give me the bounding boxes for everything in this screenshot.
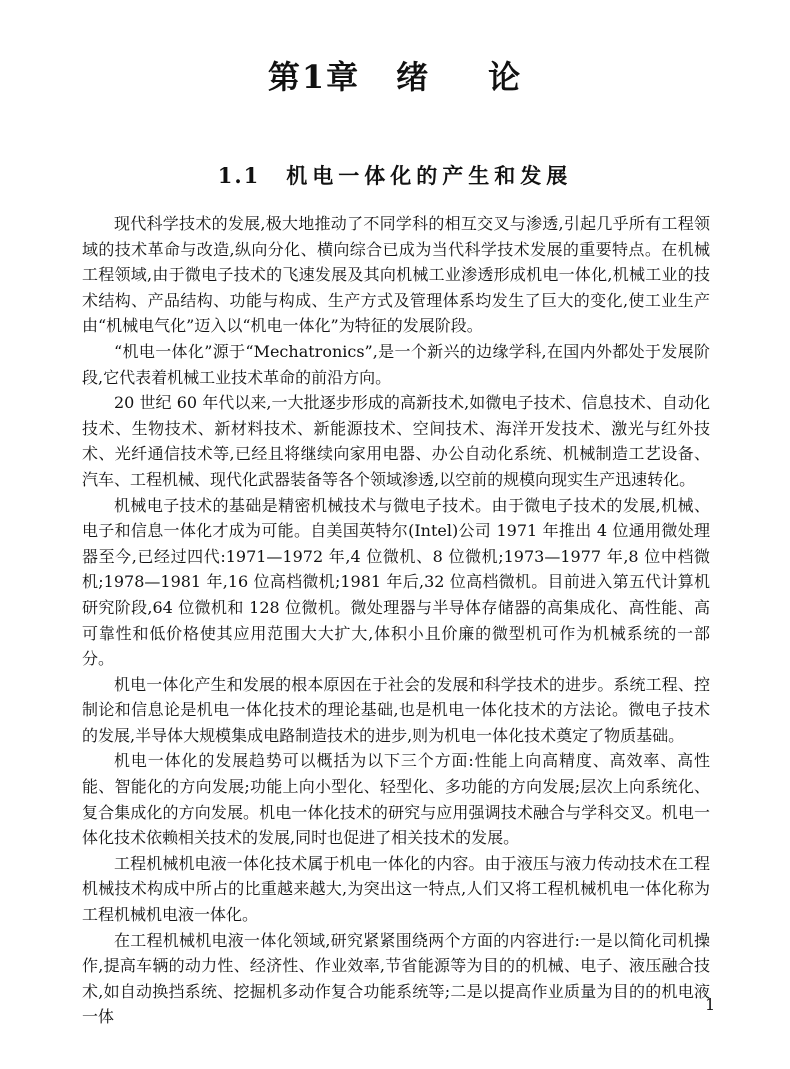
chapter-title-char-1: 绪 bbox=[396, 58, 431, 96]
paragraph: 机械电子技术的基础是精密机械技术与微电子技术。由于微电子技术的发展,机械、电子和信息一体化才成为可能。自美国英特尔(Intel)公司 1971 年推出 4 位通用微处理器至今,已经过四代:1971—1972 年,4 位微机、8 位微机;1973—1977 年,8 位中档微机;1978—1981 年,16 位高档微机;1981 年后,32 位高档微机。目前进入第五代计算机研究阶段,64 位微机和 128 位微机。微处理器与半导体存储器的高集成化、高性能、高可靠性和低价格使其应用范围大大扩大,体积小且价廉的微型机可作为机械系统的一部分。 bbox=[82, 495, 710, 669]
section-number: 1.1 bbox=[217, 163, 261, 188]
section-heading bbox=[0, 160, 790, 190]
page-number: 1 bbox=[705, 995, 716, 1014]
chapter-title bbox=[0, 52, 790, 98]
paragraph: “机电一体化”源于“Mechatronics”,是一个新兴的边缘学科,在国内外都处于发展阶段,它代表着机械工业技术革命的前沿方向。 bbox=[82, 341, 710, 387]
section-title: 机电一体化的产生和发展 bbox=[286, 163, 573, 188]
chapter-number: 第1章 bbox=[267, 58, 361, 96]
paragraph: 机电一体化产生和发展的根本原因在于社会的发展和科学技术的进步。系统工程、控制论和信息论是机电一体化技术的理论基础,也是机电一体化技术的方法论。微电子技术的发展,半导体大规模集成电路制造技术的进步,则为机电一体化技术奠定了物质基础。 bbox=[82, 674, 710, 745]
body-text bbox=[82, 211, 710, 1030]
chapter-title-char-2: 论 bbox=[488, 58, 523, 96]
paragraph: 机电一体化的发展趋势可以概括为以下三个方面:性能上向高精度、高效率、高性能、智能化的方向发展;功能上向小型化、轻型化、多功能的方向发展;层次上向系统化、复合集成化的方向发展。机电一体化技术的研究与应用强调技术融合与学科交叉。机电一体化技术依赖相关技术的发展,同时也促进了相关技术的发展。 bbox=[82, 751, 710, 848]
paragraph: 在工程机械机电液一体化领域,研究紧紧围绕两个方面的内容进行:一是以简化司机操作,提高车辆的动力性、经济性、作业效率,节省能源等为目的的机械、电子、液压融合技术,如自动换挡系统、挖掘机多动作复合功能系统等;二是以提高作业质量为目的的机电液一体 bbox=[82, 930, 710, 1027]
paragraph: 工程机械机电液一体化技术属于机电一体化的内容。由于液压与液力传动技术在工程机械技术构成中所占的比重越来越大,为突出这一特点,人们又将工程机械机电一体化称为工程机械机电液一体化。 bbox=[82, 853, 710, 925]
paragraph: 现代科学技术的发展,极大地推动了不同学科的相互交叉与渗透,引起几乎所有工程领域的技术革命与改造,纵向分化、横向综合已成为当代科学技术发展的重要特点。在机械工程领域,由于微电子技术的飞速发展及其向机械工业渗透形成机电一体化,机械工业的技术结构、产品结构、功能与构成、生产方式及管理体系均发生了巨大的变化,使工业生产由“机械电气化”迈入以“机电一体化”为特征的发展阶段。 bbox=[82, 214, 710, 336]
paragraph: 20 世纪 60 年代以来,一大批逐步形成的高新技术,如微电子技术、信息技术、自动化技术、生物技术、新材料技术、新能源技术、空间技术、海洋开发技术、激光与红外技术、光纤通信技术等,已经且将继续向家用电器、办公自动化系统、机械制造工艺设备、汽车、工程机械、现代化武器装备等各个领域渗透,以空前的规模向现实生产迅速转化。 bbox=[82, 393, 710, 489]
